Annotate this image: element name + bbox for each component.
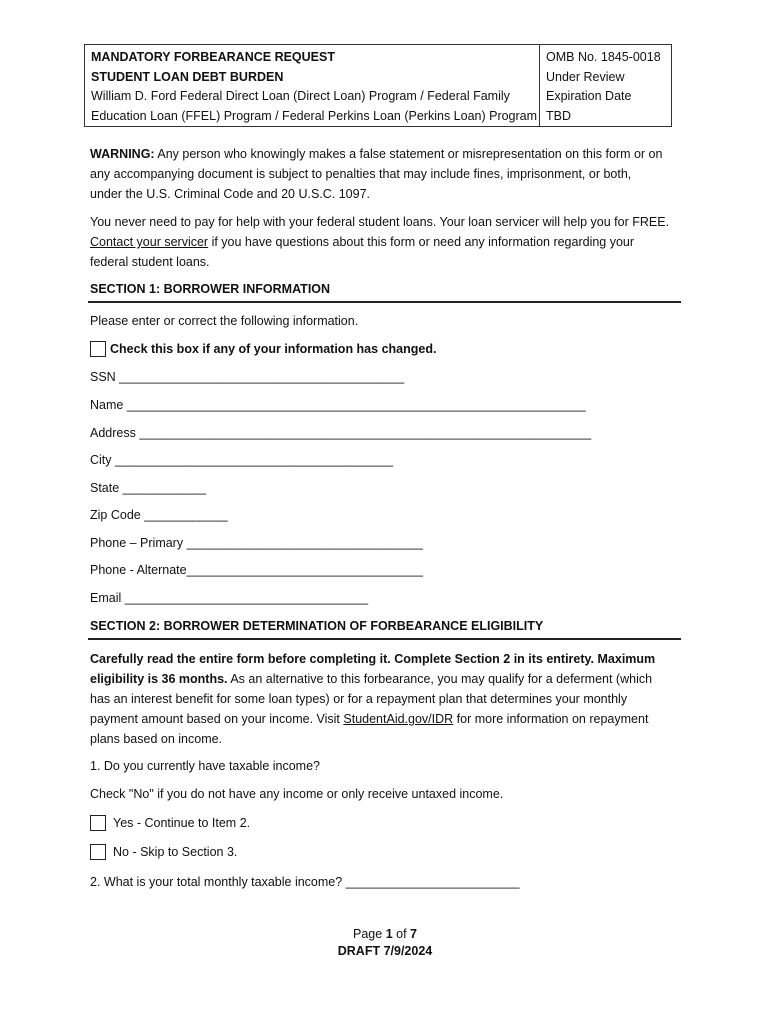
city-field[interactable]: City ________________________________________ <box>90 453 394 467</box>
warning-text-3: under the U.S. Criminal Code and 20 U.S.C. 1097. <box>90 187 371 201</box>
option-no-row <box>90 844 237 860</box>
phone-primary-field[interactable]: Phone – Primary __________________________________ <box>90 536 423 550</box>
page-prefix: Page <box>353 927 386 941</box>
form-title-cell <box>85 45 540 126</box>
help-text-2: if you have questions about this form or need any information regarding your <box>208 235 635 249</box>
section-2-paragraph <box>90 649 690 749</box>
section-1-divider <box>88 301 681 303</box>
warning-text-1: Any person who knowingly makes a false statement or misrepresentation on this form or on <box>154 147 663 161</box>
info-changed-row <box>90 341 436 357</box>
program-line-2: Education Loan (FFEL) Program / Federal Perkins Loan (Perkins Loan) Program <box>91 108 538 123</box>
form-subtitle: STUDENT LOAN DEBT BURDEN <box>91 69 284 84</box>
expiration-label: Expiration Date <box>546 89 632 103</box>
section-2-text-2: As an alternative to this forbearance, you may qualify for a deferment (which <box>227 672 653 686</box>
zip-code-field[interactable]: Zip Code ____________ <box>90 508 228 522</box>
yes-label: Yes - Continue to Item 2. <box>113 816 251 830</box>
state-field[interactable]: State ____________ <box>90 481 207 495</box>
name-field[interactable]: Name __________________________________________________________________ <box>90 398 586 412</box>
page-of: of <box>392 927 411 941</box>
section-2-bold-2: eligibility is 36 months. <box>90 672 228 686</box>
help-text-3: federal student loans. <box>90 255 210 269</box>
help-text-1: You never need to pay for help with your federal student loans. Your loan servicer will help you for FREE. <box>90 215 670 229</box>
section-2-text-4b: for more information on repayment <box>453 712 649 726</box>
info-changed-label: Check this box if any of your information has changed. <box>110 342 437 356</box>
omb-info-cell <box>540 45 671 126</box>
program-line-1: William D. Ford Federal Direct Loan (Direct Loan) Program / Federal Family <box>91 89 510 103</box>
email-field[interactable]: Email ___________________________________ <box>90 591 369 605</box>
help-paragraph <box>90 212 700 272</box>
section-2-bold-1: Carefully read the entire form before completing it. Complete Section 2 in its entirety. Maximum <box>90 652 656 666</box>
section-2-text-5: plans based on income. <box>90 732 223 746</box>
info-changed-checkbox[interactable] <box>90 341 106 357</box>
expiration-value: TBD <box>546 108 571 123</box>
section-2-title: SECTION 2: BORROWER DETERMINATION OF FORBEARANCE ELIGIBILITY <box>90 619 544 633</box>
contact-servicer-link[interactable]: Contact your servicer <box>90 235 209 249</box>
address-field[interactable]: Address _________________________________________________________________ <box>90 426 592 440</box>
section-1-title: SECTION 1: BORROWER INFORMATION <box>90 282 331 296</box>
section-1-instruction: Please enter or correct the following information. <box>90 314 359 328</box>
warning-paragraph <box>90 144 690 204</box>
question-2-income-field[interactable]: 2. What is your total monthly taxable income? _________________________ <box>90 875 520 889</box>
page-total: 7 <box>410 927 417 941</box>
page-number <box>0 927 770 941</box>
section-2-text-4a: payment amount based on your income. Visit <box>90 712 344 726</box>
review-status: Under Review <box>546 69 625 84</box>
warning-text-2: any accompanying document is subject to penalties that may include fines, imprisonment, or both, <box>90 167 632 181</box>
form-title: MANDATORY FORBEARANCE REQUEST <box>91 50 335 64</box>
draft-date: DRAFT 7/9/2024 <box>337 944 433 958</box>
no-checkbox[interactable] <box>90 844 106 860</box>
question-1: 1. Do you currently have taxable income? <box>90 759 320 773</box>
section-2-text-3: has an interest benefit for some loan types) or for a repayment plan that determines your monthly <box>90 692 628 706</box>
page-current: 1 <box>385 927 393 941</box>
question-1-note: Check "No" if you do not have any income or only receive untaxed income. <box>90 787 504 801</box>
ssn-field[interactable]: SSN _________________________________________ <box>90 370 405 384</box>
omb-number: OMB No. 1845-0018 <box>546 50 661 64</box>
option-yes-row <box>90 815 250 831</box>
phone-alternate-field[interactable]: Phone - Alternate__________________________________ <box>90 563 423 577</box>
yes-checkbox[interactable] <box>90 815 106 831</box>
section-2-divider <box>88 638 681 640</box>
form-header-table <box>84 44 672 127</box>
no-label: No - Skip to Section 3. <box>113 845 238 859</box>
studentaid-idr-link[interactable]: StudentAid.gov/IDR <box>343 712 454 726</box>
warning-label: WARNING: <box>90 147 155 161</box>
